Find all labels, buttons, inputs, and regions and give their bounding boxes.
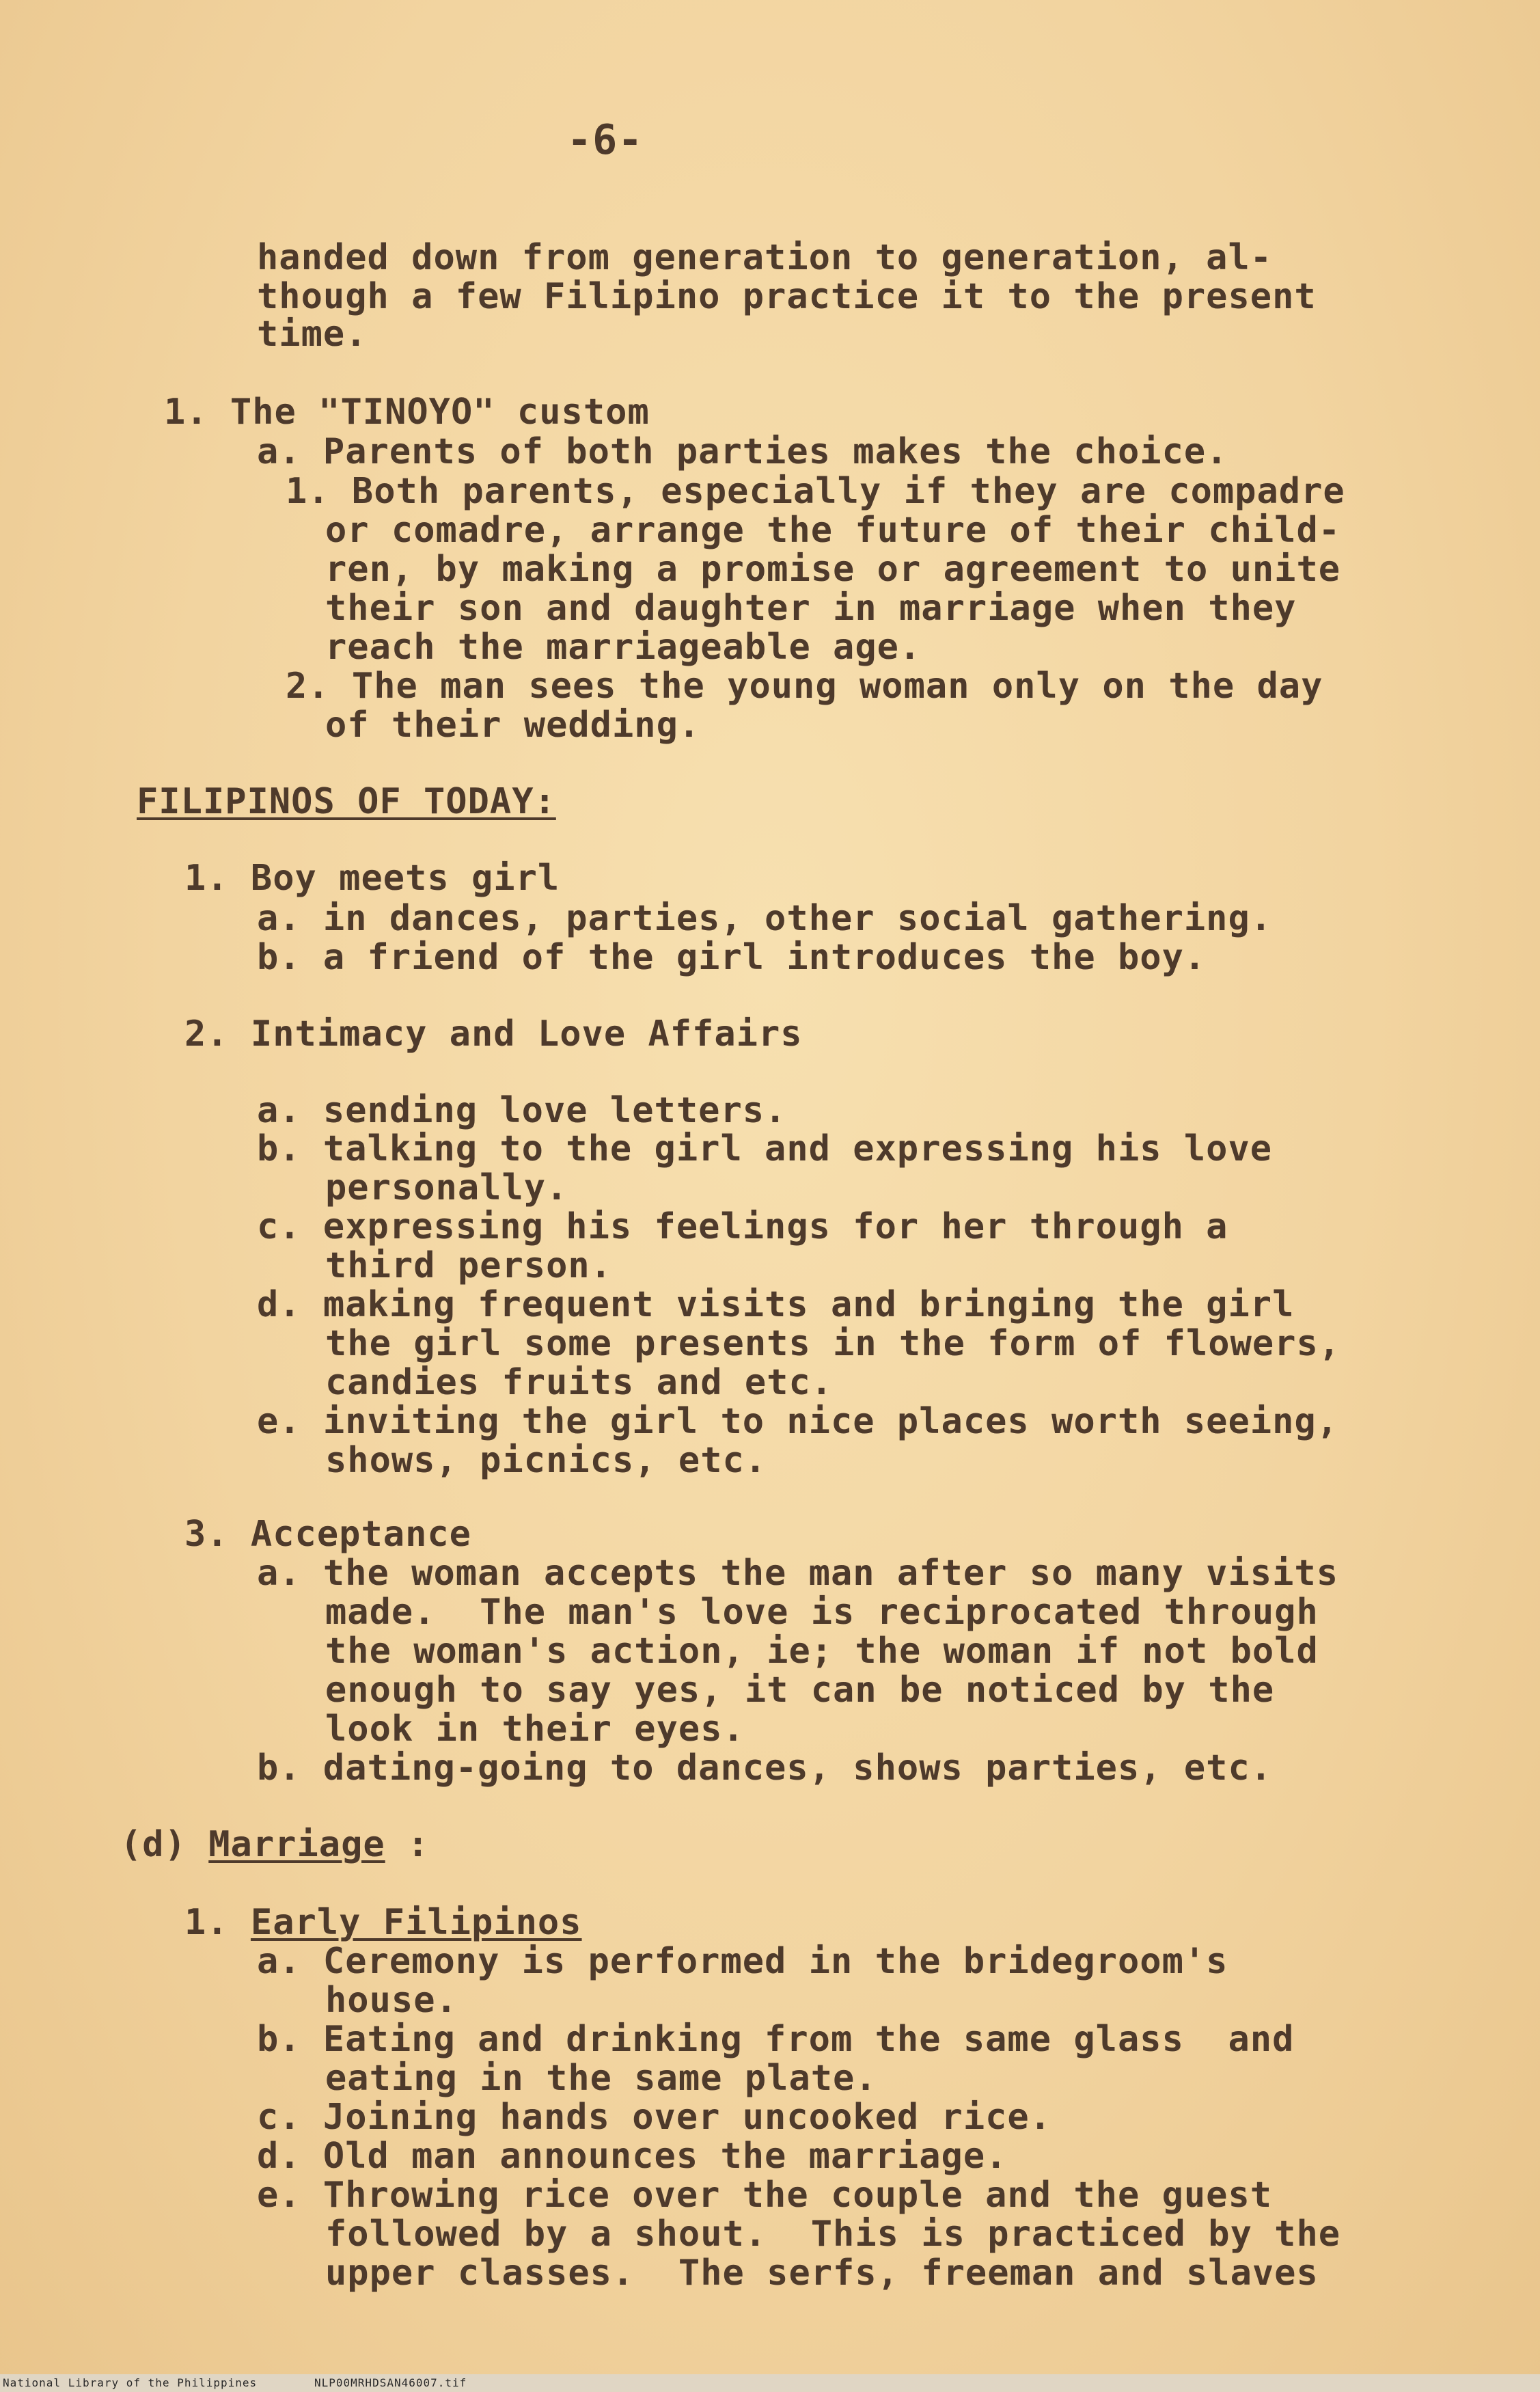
section-heading-marriage xyxy=(120,1825,429,1864)
footer-file-label: NLP00MRHDSAN46007.tif xyxy=(314,2376,467,2389)
list-item: b. Eating and drinking from the same glass and xyxy=(257,2019,1295,2060)
list-item: a. sending love letters. xyxy=(257,1090,787,1131)
text-line: handed down from generation to generation, al- xyxy=(257,237,1273,278)
list-item: c. expressing his feelings for her through a xyxy=(257,1206,1228,1247)
subheading-prefix: 1. xyxy=(184,1902,251,1943)
text-line: upper classes. The serfs, freeman and slaves xyxy=(325,2253,1319,2294)
list-item: b. a friend of the girl introduces the boy. xyxy=(257,937,1207,978)
footer-library-label: National Library of the Philippines xyxy=(3,2376,258,2389)
section-heading-tinoyo: 1. The "TINOYO" custom xyxy=(164,392,650,433)
list-item: 3. Acceptance xyxy=(184,1514,471,1555)
text-line: made. The man's love is reciprocated through xyxy=(325,1592,1319,1633)
text-line: ren, by making a promise or agreement to unite xyxy=(325,549,1341,590)
list-item: a. in dances, parties, other social gathering. xyxy=(257,898,1273,939)
text-line: the woman's action, ie; the woman if not bold xyxy=(325,1631,1319,1672)
list-item: d. making frequent visits and bringing the girl xyxy=(257,1284,1295,1325)
section-heading-today: FILIPINOS OF TODAY: xyxy=(137,781,556,822)
text-line: candies fruits and etc. xyxy=(325,1362,834,1403)
text-line: of their wedding. xyxy=(325,705,701,746)
list-item: b. talking to the girl and expressing his love xyxy=(257,1128,1273,1169)
text-line: eating in the same plate. xyxy=(325,2058,877,2099)
text-line: look in their eyes. xyxy=(325,1709,745,1750)
list-item: a. Ceremony is performed in the bridegroom's xyxy=(257,1941,1228,1982)
list-item: a. the woman accepts the man after so many visits xyxy=(257,1553,1339,1594)
list-item: 1. Boy meets girl xyxy=(184,858,560,899)
text-line: time. xyxy=(257,314,368,355)
heading-prefix: (d) xyxy=(120,1824,209,1865)
text-line: third person. xyxy=(325,1245,612,1286)
list-item: 1. Both parents, especially if they are compadre xyxy=(286,471,1345,512)
text-line: reach the marriageable age. xyxy=(325,627,922,668)
text-line: followed by a shout. This is practiced by the xyxy=(325,2214,1341,2255)
subheading-word: Early Filipinos xyxy=(250,1902,582,1943)
text-line: personally. xyxy=(325,1167,568,1208)
list-item: d. Old man announces the marriage. xyxy=(257,2136,1008,2177)
subheading-early-filipinos xyxy=(184,1903,582,1942)
text-line: enough to say yes, it can be noticed by the xyxy=(325,1670,1275,1711)
text-line: or comadre, arrange the future of their child- xyxy=(325,510,1341,551)
text-line: shows, picnics, etc. xyxy=(325,1440,767,1481)
text-line: house. xyxy=(325,1980,458,2021)
list-item: e. Throwing rice over the couple and the guest xyxy=(257,2175,1273,2216)
list-item: 2. Intimacy and Love Affairs xyxy=(184,1014,803,1055)
page-number: -6- xyxy=(567,116,644,164)
text-line: though a few Filipino practice it to the present xyxy=(257,276,1317,317)
list-item: a. Parents of both parties makes the choice. xyxy=(257,431,1228,472)
heading-word: Marriage xyxy=(208,1824,385,1865)
list-item: e. inviting the girl to nice places worth seeing, xyxy=(257,1401,1339,1442)
text-line: their son and daughter in marriage when they xyxy=(325,588,1297,629)
list-item: 2. The man sees the young woman only on the day xyxy=(286,666,1323,707)
text-line: the girl some presents in the form of flowers, xyxy=(325,1323,1341,1364)
list-item: c. Joining hands over uncooked rice. xyxy=(257,2097,1052,2138)
list-item: b. dating-going to dances, shows parties, etc. xyxy=(257,1748,1273,1789)
heading-suffix: : xyxy=(385,1824,430,1865)
